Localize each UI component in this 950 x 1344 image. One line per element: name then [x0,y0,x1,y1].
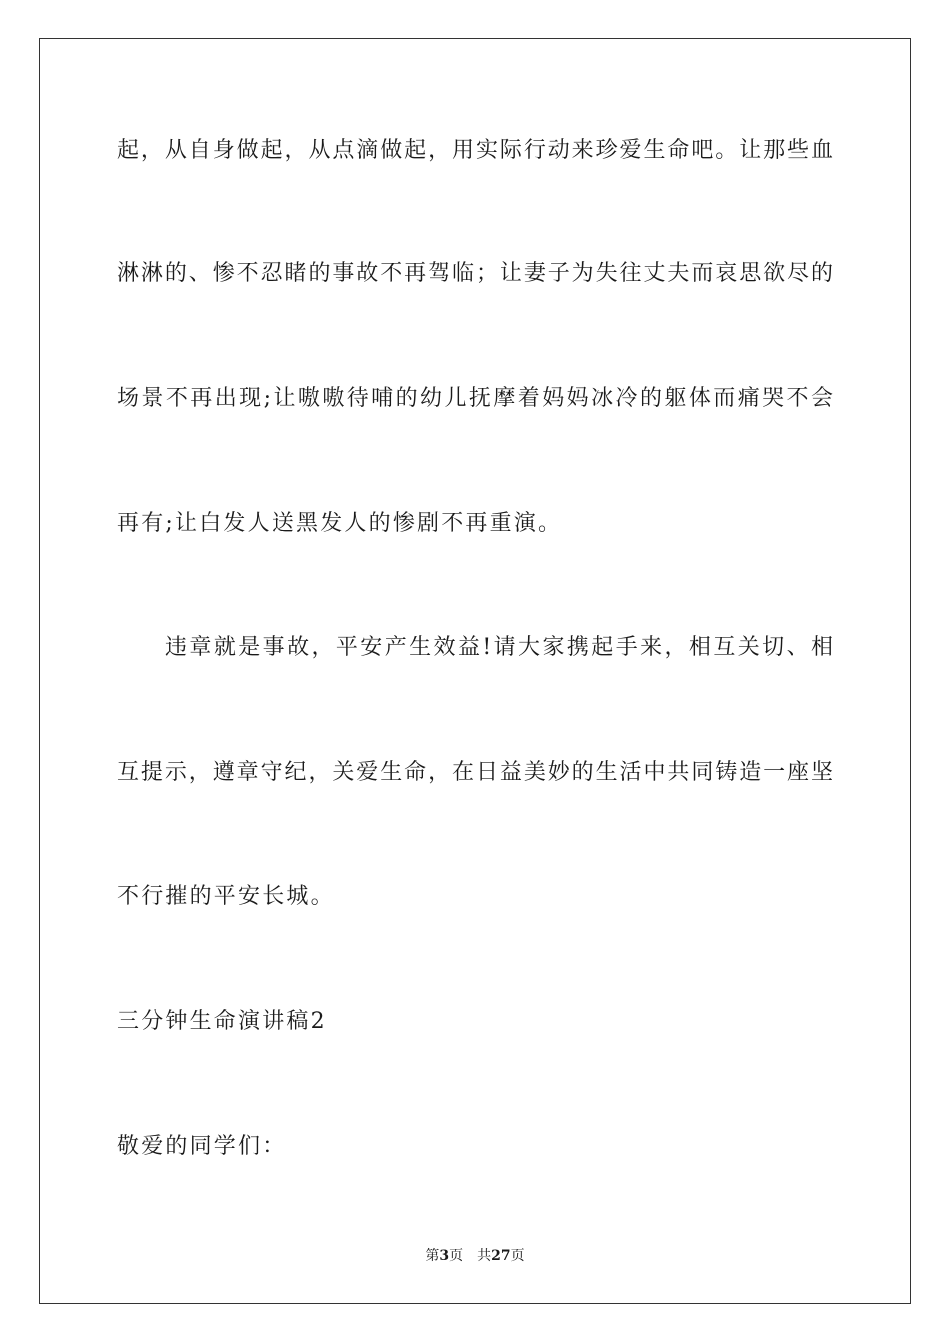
paragraph-line: 场景不再出现;让嗷嗷待哺的幼儿抚摩着妈妈冰冷的躯体而痛哭不会 [117,386,833,411]
paragraph-line: 互提示，遵章守纪，关爱生命，在日益美妙的生活中共同铸造一座坚 [117,760,833,785]
page-frame [39,38,911,1304]
section-heading: 三分钟生命演讲稿2 [117,1009,327,1034]
paragraph-line: 再有;让白发人送黑发人的惨剧不再重演。 [117,511,563,536]
paragraph-line: 不行摧的平安长城。 [117,884,335,909]
footer-prefix: 第 [425,1248,440,1264]
page-footer [0,1246,950,1266]
footer-page-unit: 页 [449,1248,464,1264]
paragraph-line: 违章就是事故，平安产生效益!请大家携起手来，相互关切、相 [165,635,833,660]
paragraph-line: 起，从自身做起，从点滴做起，用实际行动来珍爱生命吧。让那些血 [117,138,833,163]
current-page-number: 3 [439,1248,450,1264]
total-pages-number: 27 [491,1248,511,1264]
footer-total-unit: 页 [510,1248,525,1264]
footer-total-prefix: 共 [477,1248,492,1264]
paragraph-line: 淋淋的、惨不忍睹的事故不再驾临；让妻子为失往丈夫而哀思欲尽的 [117,261,833,286]
salutation: 敬爱的同学们： [117,1134,287,1159]
